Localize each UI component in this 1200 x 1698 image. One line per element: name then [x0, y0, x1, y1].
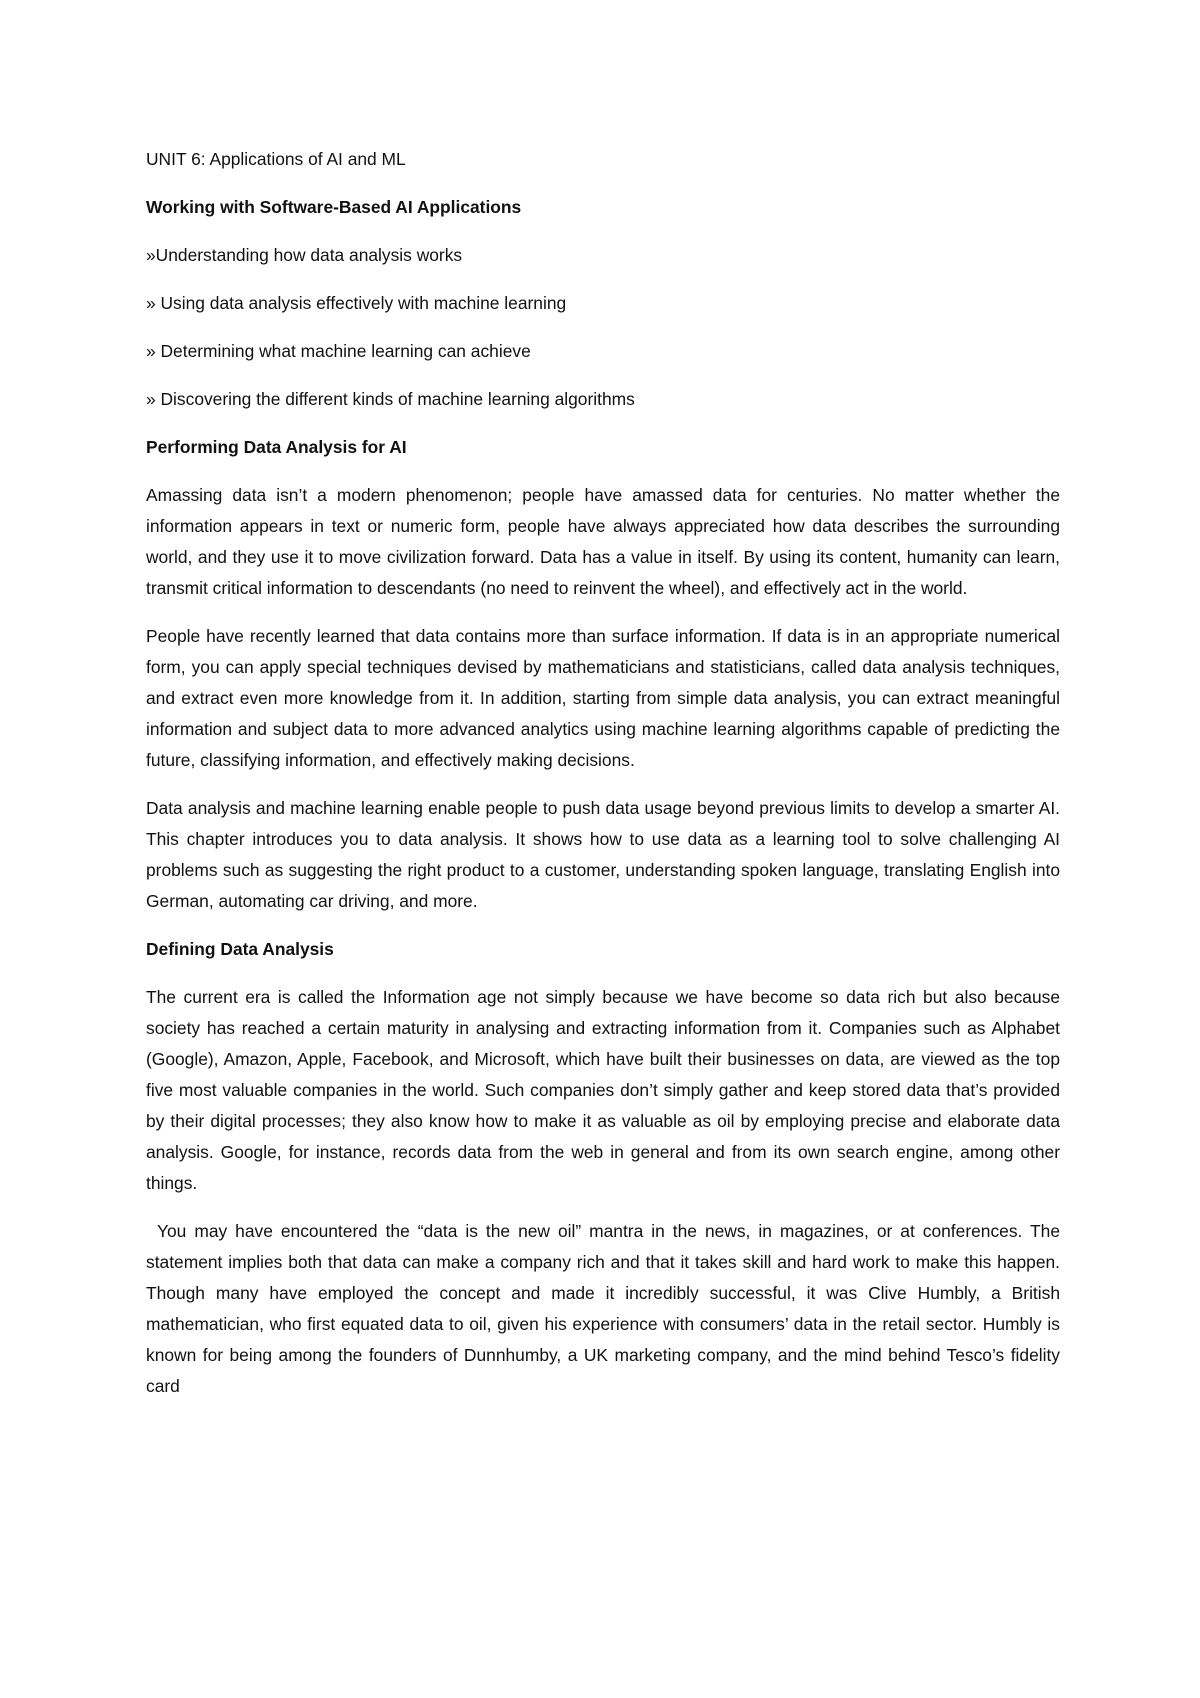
document-body	[146, 144, 1060, 1419]
paragraph: People have recently learned that data contains more than surface information. If data is in an appropriate numerical form, you can apply special techniques devised by mathematicians and statisticians, called data analysis techniques, and extract even more knowledge from it. In addition, starting from simple data analysis, you can extract meaningful information and subject data to more advanced analytics using machine learning algorithms capable of predicting the future, classifying information, and effectively making decisions.	[146, 626, 1060, 770]
section-heading-defining-data-analysis: Defining Data Analysis	[146, 939, 334, 959]
bullet-item: » Using data analysis effectively with machine learning	[146, 293, 567, 313]
section-heading-software-ai: Working with Software-Based AI Applications	[146, 197, 522, 217]
paragraph: You may have encountered the “data is the new oil” mantra in the news, in magazines, or at conferences. The statement implies both that data can make a company rich and that it takes skill and hard work to make this happen. Though many have employed the concept and made it incredibly successful, it was Clive Humbly, a British mathematician, who first equated data to oil, given his experience with consumers’ data in the retail sector. Humbly is known for being among the founders of Dunnhumby, a UK marketing company, and the mind behind Tesco’s fidelity card	[146, 1221, 1060, 1396]
paragraph: Data analysis and machine learning enable people to push data usage beyond previous limits to develop a smarter AI. This chapter introduces you to data analysis. It shows how to use data as a learning tool to solve challenging AI problems such as suggesting the right product to a customer, understanding spoken language, translating English into German, automating car driving, and more.	[146, 798, 1060, 911]
bullet-item: » Discovering the different kinds of machine learning algorithms	[146, 389, 635, 409]
bullet-item: »Understanding how data analysis works	[146, 245, 463, 265]
paragraph: Amassing data isn’t a modern phenomenon; people have amassed data for centuries. No matter whether the information appears in text or numeric form, people have always appreciated how data describes the surrounding world, and they use it to move civilization forward. Data has a value in itself. By using its content, humanity can learn, transmit critical information to descendants (no need to reinvent the wheel), and effectively act in the world.	[146, 485, 1060, 598]
paragraph: The current era is called the Information age not simply because we have become so data rich but also because society has reached a certain maturity in analysing and extracting information from it. Companies such as Alphabet (Google), Amazon, Apple, Facebook, and Microsoft, which have built their businesses on data, are viewed as the top five most valuable companies in the world. Such companies don’t simply gather and keep stored data that’s provided by their digital processes; they also know how to make it as valuable as oil by employing precise and elaborate data analysis. Google, for instance, records data from the web in general and from its own search engine, among other things.	[146, 987, 1060, 1193]
unit-title: UNIT 6: Applications of AI and ML	[146, 149, 406, 169]
bullet-item: » Determining what machine learning can achieve	[146, 341, 531, 361]
section-heading-data-analysis-ai: Performing Data Analysis for AI	[146, 437, 407, 457]
